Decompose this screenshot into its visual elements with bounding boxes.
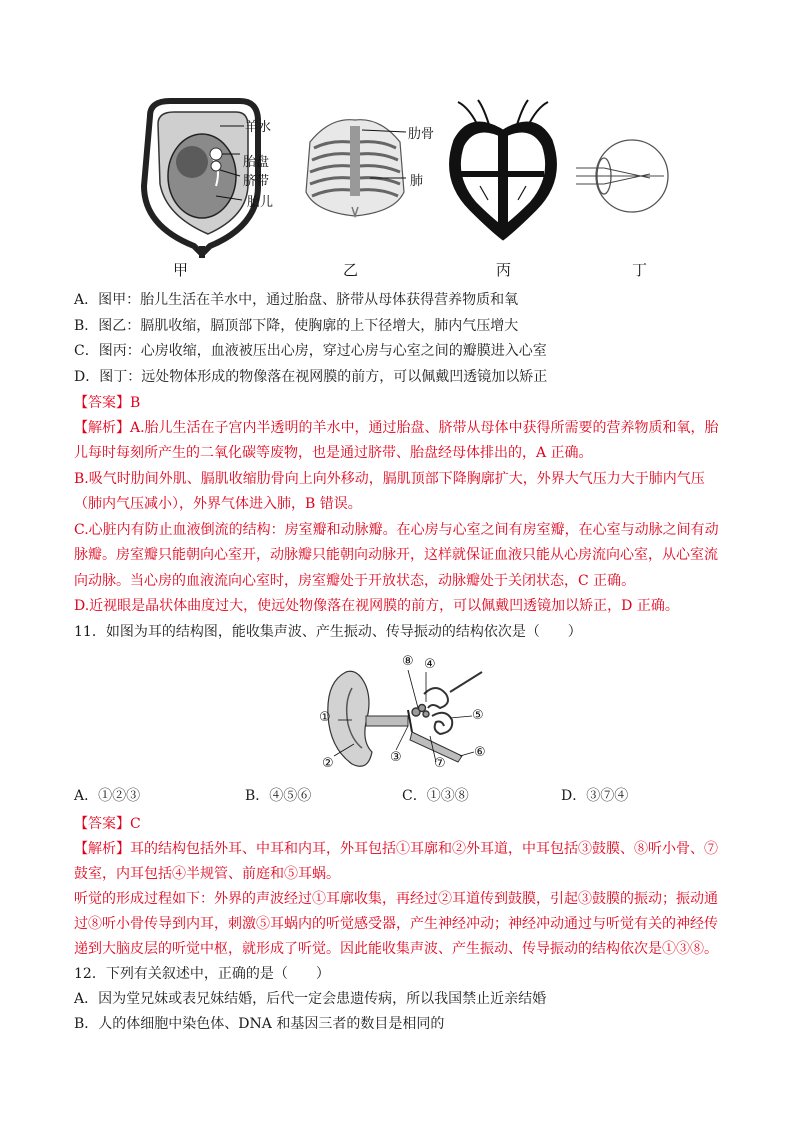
q11-option-b: B．④⑤⑥ <box>245 788 312 804</box>
ear-label-6: ⑥ <box>474 745 486 760</box>
fetus-label-fetus: 胎儿 <box>247 195 274 210</box>
q10-analysis-line: B.吸气时肋间外肌、膈肌收缩肋骨向上向外移动，膈肌顶部下降胸廓扩大，外界大气压力大于肺内气压 <box>74 471 705 487</box>
q11-option-c: C．①③⑧ <box>402 788 469 804</box>
q11-analysis-line: 【解析】耳的结构包括外耳、中耳和内耳，外耳包括①耳廓和②外耳道，中耳包括③鼓膜、⑧听小骨、⑦ <box>74 841 718 857</box>
q12-stem: 12．下列有关叙述中，正确的是（ ） <box>74 966 330 982</box>
q10-analysis-line: 向动脉。当心房的血液流向心室时，房室瓣处于开放状态，动脉瓣处于关闭状态，C 正确。 <box>74 573 636 589</box>
eye-caption: 丁 <box>632 261 648 279</box>
q10-option-b: B．图乙：膈肌收缩，膈顶部下降，使胸廓的上下径增大，肺内气压增大 <box>74 318 519 334</box>
ear-label-1: ① <box>319 710 331 725</box>
q10-option-a: A．图甲：胎儿生活在羊水中，通过胎盘、脐带从母体获得营养物质和氧 <box>74 292 519 308</box>
chest-label-lung: 肺 <box>410 174 424 189</box>
fetus-label-placenta: 胎盘 <box>243 155 270 170</box>
ear-label-7: ⑦ <box>434 756 446 771</box>
q10-analysis-line: 儿每时每刻所产生的二氧化碳等废物，也是通过脐带、胎盘经母体排出的，A 正确。 <box>74 445 593 461</box>
ear-label-4: ④ <box>424 657 436 672</box>
q11-option-d: D．③⑦④ <box>561 788 629 804</box>
fetus-label-amniotic-fluid: 羊水 <box>245 120 272 135</box>
q10-analysis-line: D.近视眼是晶状体曲度过大，使远处物像落在视网膜的前方，可以佩戴凹透镜加以矫正，D 正确。 <box>74 598 679 614</box>
ear-label-3: ③ <box>390 750 402 765</box>
heart-figure <box>440 100 566 244</box>
q10-analysis-line: 脉瓣。房室瓣只能朝向心室开，动脉瓣只能朝向动脉开，这样就保证血液只能从心房流向心室，从心室流 <box>74 547 718 563</box>
fetus-label-umbilical-cord: 脐带 <box>243 174 270 189</box>
q10-answer: 【答案】B <box>74 395 141 411</box>
q11-analysis-line: 听觉的形成过程如下：外界的声波经过①耳廓收集，再经过②耳道传到鼓膜，引起③鼓膜的振动；振动通 <box>74 891 718 907</box>
q10-analysis-line: 【解析】A.胎儿生活在子宫内半透明的羊水中，通过胎盘、脐带从母体中获得所需要的营养物质和氧，胎 <box>74 420 719 436</box>
q12-option-b: B．人的体细胞中染色体、DNA 和基因三者的数目是相同的 <box>74 1016 445 1032</box>
ear-label-8: ⑧ <box>402 654 414 669</box>
ear-label-5: ⑤ <box>472 708 484 723</box>
ear-figure <box>312 652 492 776</box>
q11-stem: 11．如图为耳的结构图，能收集声波、产生振动、传导振动的结构依次是（ ） <box>74 624 582 640</box>
q10-analysis-line: （肺内气压减小），外界气体进入肺，B 错误。 <box>74 496 362 512</box>
heart-caption: 丙 <box>496 261 512 279</box>
q11-option-a: A．①②③ <box>74 788 141 804</box>
q10-analysis-line: C.心脏内有防止血液倒流的结构：房室瓣和动脉瓣。在心房与心室之间有房室瓣，在心室与动脉之间有动 <box>74 522 719 538</box>
q11-analysis-line: 递到大脑皮层的听觉中枢，就形成了听觉。因此能收集声波、产生振动、传导振动的结构依次是①③⑧。 <box>74 941 718 957</box>
fetus-caption: 甲 <box>173 261 189 279</box>
chest-label-rib: 肋骨 <box>408 127 435 142</box>
q10-option-c: C．图丙：心房收缩，血液被压出心房，穿过心房与心室之间的瓣膜进入心室 <box>74 343 547 359</box>
ear-label-2: ② <box>322 756 334 771</box>
q11-analysis-line: 鼓室，内耳包括④半规管、前庭和⑤耳蜗。 <box>74 866 340 882</box>
q12-option-a: A．因为堂兄妹或表兄妹结婚，后代一定会患遗传病，所以我国禁止近亲结婚 <box>74 991 547 1007</box>
chest-caption: 乙 <box>343 261 359 279</box>
eye-figure <box>574 132 674 222</box>
q11-analysis-line: 过⑧听小骨传导到内耳，刺激⑤耳蜗内的听觉感受器，产生神经冲动；神经冲动通过与听觉有关的神经传 <box>74 916 718 932</box>
chest-figure <box>300 112 410 222</box>
q11-answer: 【答案】C <box>74 816 141 832</box>
q10-option-d: D．图丁：远处物体形成的物像落在视网膜的前方，可以佩戴凹透镜加以矫正 <box>74 369 548 385</box>
